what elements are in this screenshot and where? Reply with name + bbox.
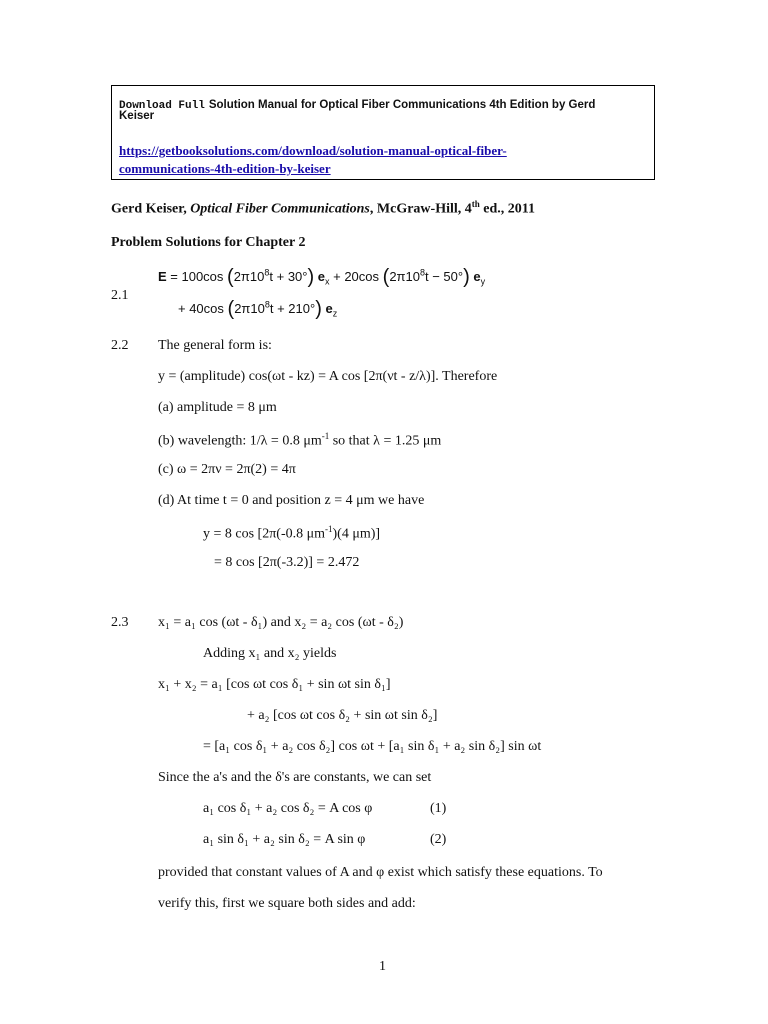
eq-arg2: 2π10 (389, 269, 420, 284)
eq-ex-sub: x (325, 276, 330, 287)
download-full-label: Download Full (119, 100, 205, 112)
eq-exp2: 8 (419, 267, 425, 278)
problem-number-2-1: 2.1 (111, 288, 129, 303)
equation-2-1-line1: E = 100cos $(2\pi 10^8t + 30^\circ) e_x + 20\cos$ $(2\pi 10^8t - 50^\circ)$ $e_y$ (158, 266, 486, 288)
eq-term3: + 40cos (178, 301, 228, 316)
eq-arg3b: t + 210° (269, 301, 316, 316)
download-link-line2[interactable]: communications-4th-edition-by-keiser (119, 161, 331, 176)
p22-line4b: so that λ = 1.25 μm (329, 433, 442, 449)
title-text: Solution Manual for Optical Fiber Communications 4th Edition by Gerd (208, 99, 596, 111)
citation-author: Gerd Keiser, (111, 201, 191, 217)
eq-ex: e (317, 269, 326, 284)
p22-line7 (203, 524, 380, 543)
eq-E: E (158, 269, 167, 284)
eq-ey: e (473, 269, 481, 284)
p22-line6: (d) At time t = 0 and position z = 4 μm we have (158, 493, 425, 508)
p22-line3: (a) amplitude = 8 μm (158, 400, 277, 415)
citation (111, 199, 535, 218)
eq-exp1: 8 (264, 267, 270, 278)
chapter-heading: Problem Solutions for Chapter 2 (111, 235, 306, 250)
eq-ez: e (325, 301, 333, 316)
p22-line5: (c) ω = 2πν = 2π(2) = 4π (158, 462, 296, 477)
problem-number-2-2: 2.2 (111, 338, 129, 353)
eq-ez-sub: z (332, 308, 338, 319)
p23-line4: + a₂ [cos ωt cos δ₂ + sin ωt sin δ₂] (247, 708, 438, 723)
citation-publisher: , McGraw-Hill, 4 (369, 201, 472, 217)
eq-arg3: 2π10 (234, 301, 265, 316)
eq-arg2b: t − 50° (425, 269, 464, 284)
p22-line8: = 8 cos [2π(-3.2)] = 2.472 (214, 555, 360, 570)
eq-arg1: 2π10 (233, 269, 265, 284)
problem-number-2-3: 2.3 (111, 615, 129, 630)
p22-line4a: (b) wavelength: 1/λ = 0.8 μm (158, 433, 322, 449)
p23-line7: a₁ cos δ₁ + a₂ cos δ₂ = A cos φ (203, 801, 373, 816)
page-number: 1 (379, 959, 386, 974)
equation-number-1: (1) (430, 801, 447, 816)
p23-line5: = [a₁ cos δ₁ + a₂ cos δ₂] cos ωt + [a₁ sin δ₁ + a₂ sin δ₂] sin ωt (203, 739, 542, 754)
p22-line4 (158, 431, 441, 450)
equation-2-1-line2: + 40cos $(2\pi 10^8t + 210^\circ)$ $e_z$ (178, 298, 338, 320)
eq-arg1b: t + 30° (269, 269, 308, 284)
eq-exp3: 8 (264, 299, 270, 310)
p23-line8: a₁ sin δ₁ + a₂ sin δ₂ = A sin φ (203, 832, 366, 847)
p22-line7-sup: -1 (325, 524, 333, 534)
p22-line7a: y = 8 cos [2π(-0.8 μm (203, 526, 326, 542)
header-title-line1 (119, 95, 595, 113)
p23-line10: verify this, first we square both sides and add: (158, 896, 416, 911)
citation-book: Optical Fiber Communications (190, 201, 370, 217)
p22-line4-sup: -1 (321, 431, 330, 441)
p23-line3: x₁ + x₂ = a₁ [cos ωt cos δ₁ + sin ωt sin δ₁] (158, 677, 391, 692)
citation-rest: ed., 2011 (479, 201, 536, 217)
download-link-line1[interactable]: https://getbooksolutions.com/download/solution-manual-optical-fiber- (119, 143, 507, 158)
eq-ey-sub: y (480, 276, 486, 287)
header-title-line2: Keiser (119, 110, 155, 122)
p23-line2: Adding x₁ and x₂ yields (203, 646, 337, 661)
eq-term1: = 100cos (166, 269, 228, 284)
p23-line6: Since the a's and the δ's are constants, we can set (158, 770, 432, 785)
p22-line2: y = (amplitude) cos(ωt - kz) = A cos [2π(νt - z/λ)]. Therefore (158, 369, 498, 384)
p23-line9: provided that constant values of A and φ exist which satisfy these equations. To (158, 865, 603, 880)
p22-line7b: )(4 μm)] (332, 526, 381, 542)
p22-line1: The general form is: (158, 338, 272, 353)
equation-number-2: (2) (430, 832, 447, 847)
eq-term2: + 20cos (329, 269, 383, 284)
citation-edition-sup: th (471, 199, 480, 209)
p23-line1: x₁ = a₁ cos (ωt - δ₁) and x₂ = a₂ cos (ωt - δ₂) (158, 615, 404, 630)
